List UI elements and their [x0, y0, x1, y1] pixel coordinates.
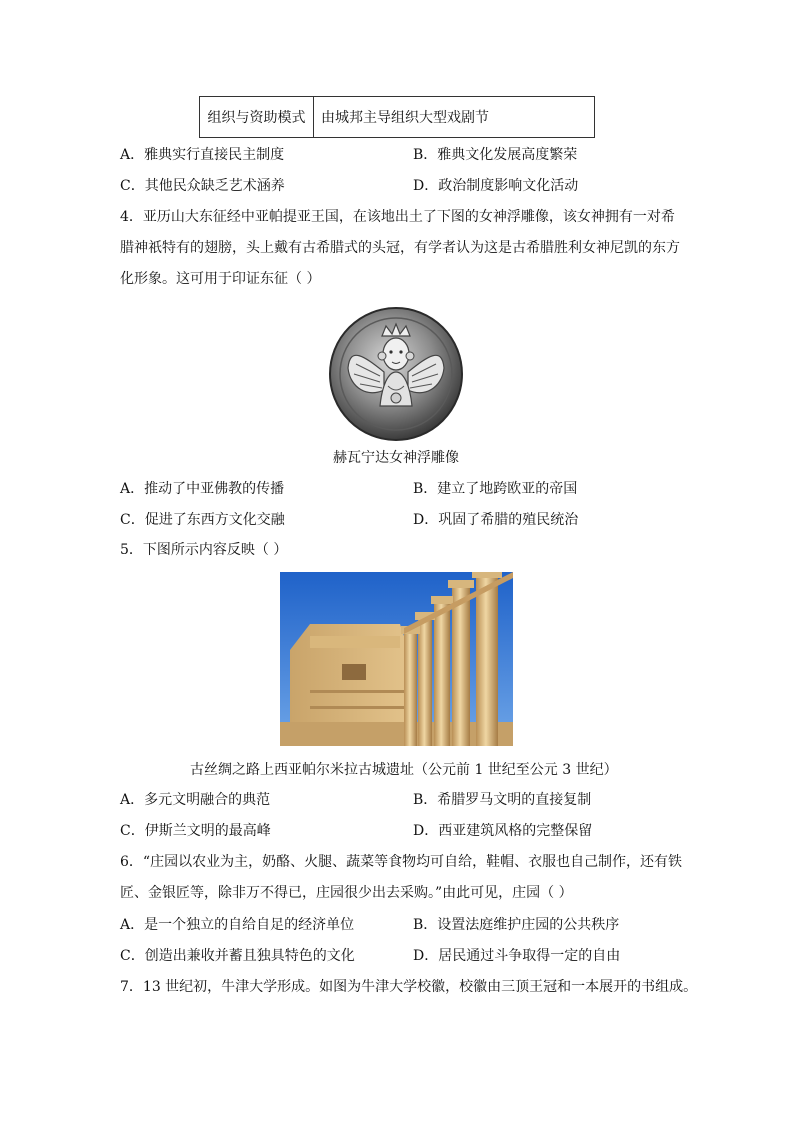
q5-option-d: D．西亚建筑风格的完整保留 — [413, 823, 593, 839]
q7-stem-line-1: 7．13 世纪初，牛津大学形成。如图为牛津大学校徽，校徽由三顶王冠和一本展开的书组成。 — [120, 979, 698, 995]
q4-stem-line-3: 化形象。这可用于印证东征（ ） — [120, 271, 321, 287]
q4-stem-line-2: 腊神祇特有的翅膀，头上戴有古希腊式的头冠，有学者认为这是古希腊胜利女神尼凯的东方 — [120, 240, 680, 256]
q4-option-b: B．建立了地跨欧亚的帝国 — [413, 481, 578, 497]
goddess-relief-coin-image — [328, 306, 464, 442]
q3-option-b: B．雅典文化发展高度繁荣 — [413, 147, 578, 163]
table-cell-label: 组织与资助模式 — [200, 97, 314, 137]
q4-option-c: C．促进了东西方文化交融 — [120, 512, 285, 528]
q5-option-a: A．多元文明融合的典范 — [120, 792, 271, 808]
palmyra-ruins-photo — [280, 572, 513, 746]
q3-option-d: D．政治制度影响文化活动 — [413, 178, 579, 194]
q6-option-c: C．创造出兼收并蓄且独具特色的文化 — [120, 948, 355, 964]
q5-image-caption: 古丝绸之路上西亚帕尔米拉古城遗址（公元前 1 世纪至公元 3 世纪） — [190, 762, 618, 778]
q6-option-b: B．设置法庭维护庄园的公共秩序 — [413, 917, 620, 933]
q6-stem-line-2: 匠、金银匠等，除非万不得已，庄园很少出去采购。”由此可见，庄园（ ） — [120, 885, 573, 901]
q6-option-d: D．居民通过斗争取得一定的自由 — [413, 948, 621, 964]
q4-image-caption: 赫瓦宁达女神浮雕像 — [333, 450, 459, 466]
q3-option-c: C．其他民众缺乏艺术涵养 — [120, 178, 285, 194]
q3-option-a: A．雅典实行直接民主制度 — [120, 147, 285, 163]
q4-option-a: A．推动了中亚佛教的传播 — [120, 481, 285, 497]
q5-option-c: C．伊斯兰文明的最高峰 — [120, 823, 271, 839]
info-table — [199, 96, 595, 138]
q5-option-b: B．希腊罗马文明的直接复制 — [413, 792, 592, 808]
q4-stem-line-1: 4．亚历山大东征经中亚帕提亚王国，在该地出土了下图的女神浮雕像，该女神拥有一对希 — [120, 209, 675, 225]
q6-stem-line-1: 6．“庄园以农业为主，奶酪、火腿、蔬菜等食物均可自给，鞋帽、衣服也自己制作，还有铁 — [120, 854, 683, 870]
q6-option-a: A．是一个独立的自给自足的经济单位 — [120, 917, 355, 933]
q5-stem-line-1: 5．下图所示内容反映（ ） — [120, 542, 288, 558]
table-cell-value: 由城邦主导组织大型戏剧节 — [321, 110, 489, 126]
q4-option-d: D．巩固了希腊的殖民统治 — [413, 512, 579, 528]
